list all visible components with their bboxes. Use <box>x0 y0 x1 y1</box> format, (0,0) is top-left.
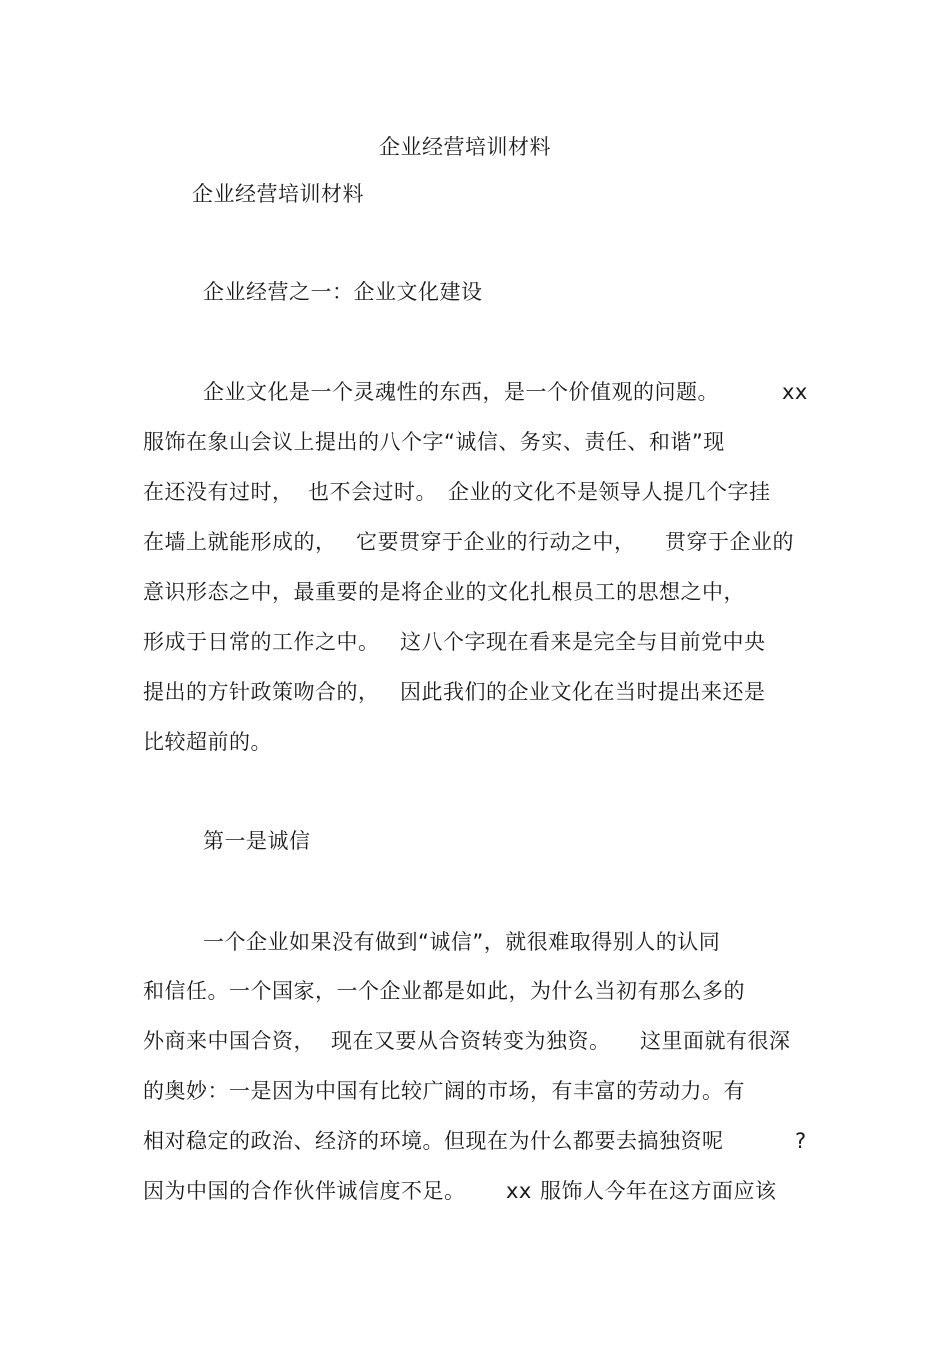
paragraph-line: 形成于日常的工作之中。 <box>143 630 380 654</box>
paragraph-line: 贯穿于企业的 <box>665 530 794 554</box>
paragraph-line: 企业文化是一个灵魂性的东西，是一个价值观的问题。 <box>203 380 719 404</box>
paragraph-line: 服饰人今年在这方面应该 <box>540 1179 777 1203</box>
paragraph-line: 这里面就有很深 <box>640 1029 791 1053</box>
paragraph-line: 这八个字现在看来是完全与目前党中央 <box>400 630 766 654</box>
paragraph-line: 和信任。一个国家，一个企业都是如此，为什么当初有那么多的 <box>143 979 745 1003</box>
document-subtitle: 企业经营培训材料 <box>192 182 364 206</box>
subheading: 第一是诚信 <box>203 829 311 853</box>
paragraph-line: 现在又要从合资转变为独资。 <box>331 1029 611 1053</box>
paragraph-line: 在墙上就能形成的， <box>143 530 337 554</box>
paragraph-line: ? <box>795 1129 807 1153</box>
paragraph-line: 它要贯穿于企业的行动之中， <box>356 530 636 554</box>
paragraph-line: xx <box>782 380 808 404</box>
paragraph-line: 企业的文化不是领导人提几个字挂 <box>448 480 771 504</box>
paragraph-line: 因为中国的合作伙伴诚信度不足。 <box>143 1179 466 1203</box>
paragraph-line: 在还没有过时， <box>143 480 294 504</box>
paragraph-line: 外商来中国合资， <box>143 1029 315 1053</box>
paragraph-line: 比较超前的。 <box>143 730 272 754</box>
document-title: 企业经营培训材料 <box>379 135 551 159</box>
paragraph-line: 相对稳定的政治、经济的环境。但现在为什么都要去搞独资呢 <box>143 1129 724 1153</box>
paragraph-line: 服饰在象山会议上提出的八个字“诚信、务实、责任、和谐”现 <box>143 430 725 454</box>
paragraph-line: 提出的方针政策吻合的， <box>143 680 380 704</box>
paragraph-line: 一个企业如果没有做到“诚信”，就很难取得别人的认同 <box>203 930 721 954</box>
paragraph-line: 意识形态之中，最重要的是将企业的文化扎根员工的思想之中， <box>143 580 745 604</box>
paragraph-line: 因此我们的企业文化在当时提出来还是 <box>400 680 766 704</box>
paragraph-line: xx <box>506 1179 532 1203</box>
paragraph-line: 也不会过时。 <box>308 480 437 504</box>
section-heading: 企业经营之一：企业文化建设 <box>203 280 483 304</box>
paragraph-line: 的奥妙：一是因为中国有比较广阔的市场，有丰富的劳动力。有 <box>143 1079 745 1103</box>
